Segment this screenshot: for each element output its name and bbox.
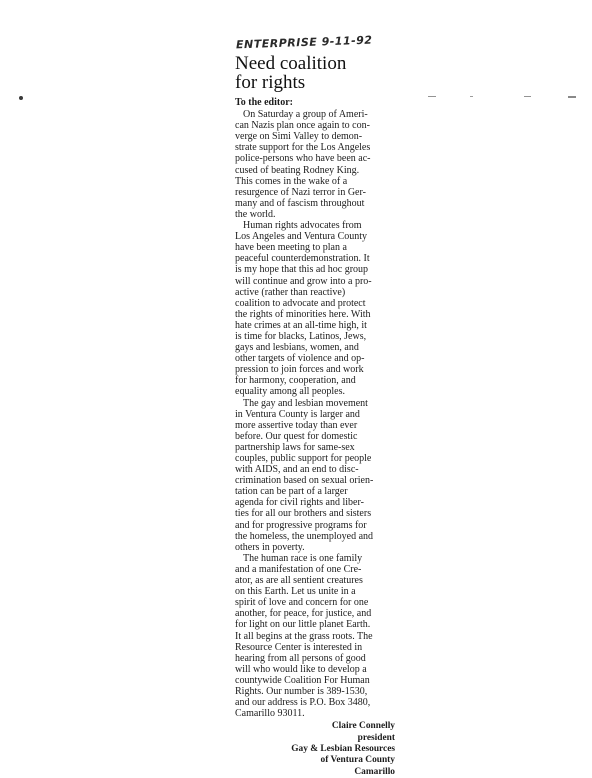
handwritten-source-date: ENTERPRISE 9-11-92 — [235, 33, 373, 52]
text-line: active (rather than reactive) — [235, 286, 346, 298]
text-line: countywide Coalition For Human — [235, 674, 370, 686]
text-line: verge on Simi Valley to demon- — [235, 131, 363, 143]
text-line: have been meeting to plan a — [235, 242, 347, 254]
text-line: strate support for the Los Angeles — [235, 142, 371, 154]
scan-speck — [568, 96, 576, 98]
text-line: more assertive today than ever — [235, 419, 358, 431]
scan-speck — [524, 96, 531, 97]
text-line: will who would like to develop a — [235, 663, 367, 675]
text-line: coalition to advocate and protect — [235, 297, 366, 309]
text-line: cused of beating Rodney King. — [235, 164, 360, 176]
headline-line-1: Need coalition — [235, 53, 347, 74]
text-line: gays and lesbians, women, and — [235, 342, 359, 354]
signature-block — [235, 721, 395, 778]
text-line: Resource Center is interested in — [235, 641, 363, 653]
text-line: partnership laws for same-sex — [235, 441, 355, 453]
text-line: the homeless, the unemployed and — [235, 530, 374, 542]
text-line: and for progressive programs for — [235, 519, 367, 531]
text-line: the rights of minorities here. With — [235, 308, 371, 320]
text-line: couples, public support for people — [235, 453, 372, 464]
text-line: It all begins at the grass roots. The — [235, 630, 373, 642]
text-line: The gay and lesbian movement — [243, 397, 368, 409]
text-line: the world. — [235, 208, 276, 220]
text-line: is time for blacks, Latinos, Jews, — [235, 330, 367, 342]
text-line: agenda for civil rights and liber- — [235, 497, 364, 509]
text-line: others in poverty. — [235, 541, 305, 553]
salutation: To the editor: — [235, 97, 293, 108]
text-line: equality among all peoples. — [235, 386, 345, 398]
text-line: will continue and grow into a pro- — [235, 275, 372, 287]
scan-speck — [19, 96, 23, 100]
text-line: spirit of love and concern for one — [235, 597, 369, 609]
text-line: ator, as are all sentient creatures — [235, 575, 363, 587]
text-line: is my hope that this ad hoc group — [235, 264, 369, 276]
text-line: Camarillo 93011. — [235, 708, 305, 720]
letter-body — [235, 97, 395, 778]
text-line: hate crimes at an all-time high, it — [235, 319, 367, 331]
text-line: Rights. Our number is 389-1530, — [235, 685, 368, 697]
text-line: ties for all our brothers and sisters — [235, 508, 372, 520]
text-line: pression to join forces and work — [235, 364, 364, 376]
text-line: another, for peace, for justice, and — [235, 608, 372, 620]
signature-name: Claire Connelly — [331, 721, 395, 732]
text-line: with AIDS, and an end to disc- — [235, 464, 359, 476]
text-line: before. Our quest for domestic — [235, 430, 358, 442]
text-line: other targets of violence and op- — [235, 353, 365, 365]
text-line: for light on our little planet Earth. — [235, 619, 371, 631]
paragraph-1 — [235, 109, 395, 220]
paragraph-3 — [235, 398, 395, 553]
scan-speck — [428, 96, 436, 97]
scan-speck — [470, 96, 473, 97]
text-line: crimination based on sexual orien- — [235, 475, 374, 487]
signature-city: Camarillo — [354, 766, 395, 777]
text-line: On Saturday a group of Ameri- — [243, 109, 368, 121]
signature-title: president — [357, 732, 395, 743]
paragraph-2 — [235, 220, 395, 398]
text-line: many and of fascism throughout — [235, 197, 365, 209]
text-line: police-persons who have been ac- — [235, 153, 371, 165]
text-line: hearing from all persons of good — [235, 652, 366, 664]
text-line: and our address is P.O. Box 3480, — [235, 697, 371, 709]
text-line: Human rights advocates from — [243, 220, 362, 232]
paragraph-4 — [235, 553, 395, 719]
text-line: in Ventura County is larger and — [235, 408, 360, 420]
signature-organization: Gay & Lesbian Resources — [291, 744, 395, 755]
text-line: tation can be part of a larger — [235, 486, 348, 498]
text-line: This comes in the wake of a — [235, 175, 348, 187]
text-line: and a manifestation of one Cre- — [235, 563, 362, 575]
signature-organization-region: of Ventura County — [320, 755, 395, 766]
text-line: The human race is one family — [243, 552, 363, 564]
headline — [235, 54, 405, 92]
text-line: resurgence of Nazi terror in Ger- — [235, 186, 366, 198]
text-line: for harmony, cooperation, and — [235, 375, 356, 387]
text-line: peaceful counterdemonstration. It — [235, 253, 370, 265]
headline-line-2: for rights — [235, 72, 306, 93]
text-line: can Nazis plan once again to con- — [235, 120, 370, 132]
text-line: on this Earth. Let us unite in a — [235, 586, 356, 598]
text-line: Los Angeles and Ventura County — [235, 231, 368, 243]
